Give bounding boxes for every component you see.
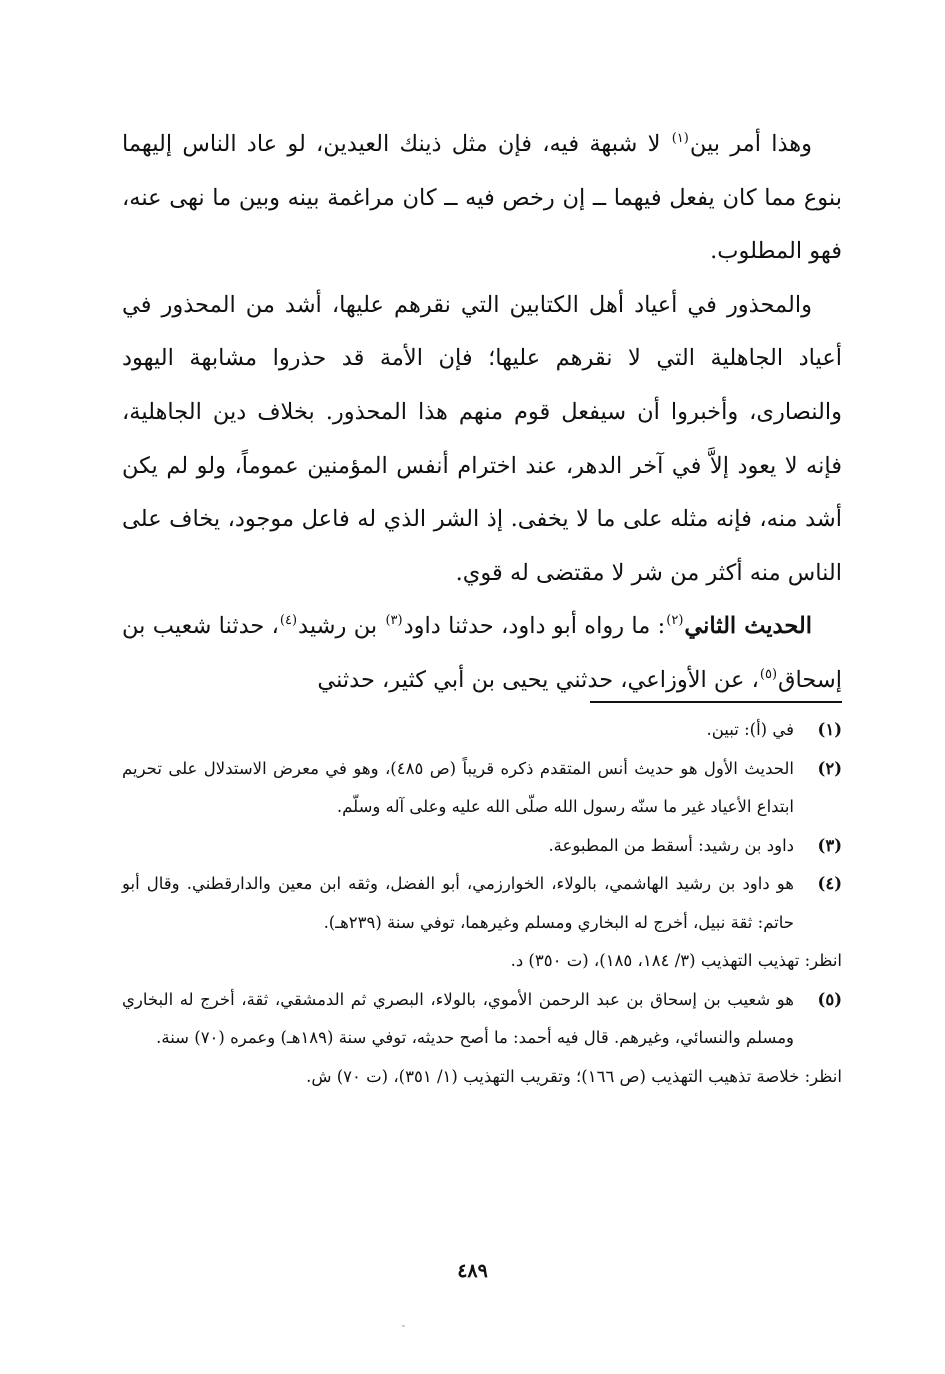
- footnote-number: (٢): [817, 758, 842, 778]
- page-number: ٤٨٩: [457, 1260, 488, 1282]
- hadith-heading: الحديث الثاني: [684, 613, 812, 640]
- footnote-1: [122, 711, 842, 750]
- footnote-reference-line: انظر: خلاصة تذهيب التهذيب (ص ١٦٦)؛ وتقريب التهذيب (١/ ٣٥١)، (ت ٧٠) ش.: [306, 1066, 842, 1086]
- paragraph-3-text-c: ، حدثنا شعيب بن إسحاق: [122, 613, 842, 693]
- footnote-body: [122, 865, 842, 981]
- main-text-block: [122, 118, 842, 708]
- footnote-ref-4[interactable]: (٤): [279, 613, 298, 629]
- footnote-4: [122, 865, 842, 981]
- paragraph-3-text-b: بن رشيد: [298, 613, 385, 640]
- paragraph-3-text-d: ، عن الأوزاعي، حدثني يحيى بن أبي كثير، حدثني: [317, 666, 759, 693]
- footnote-line: الحديث الأول هو حديث أنس المتقدم ذكره قريباً (ص ٤٨٥)، وهو في معرض الاستدلال على تحريم ابتداع الأعياد غير ما سنّه رسول الله صلّى الله عليه وعلى آله وسلّم.: [122, 758, 794, 816]
- paragraph-3: [122, 600, 842, 707]
- footnote-body: [122, 711, 794, 750]
- footnote-ref-2[interactable]: (٢): [666, 613, 684, 629]
- footnote-line: هو داود بن رشيد الهاشمي، بالولاء، الخوارزمي، أبو الفضل، وثقه ابن معين والدارقطني. وقال أبو حاتم: ثقة نبيل، أخرج له البخاري ومسلم وغيرهما، توفي سنة (٢٣٩هـ).: [122, 874, 794, 932]
- footnote-ref-1[interactable]: (١): [671, 131, 689, 146]
- paragraph-1-text-a: وهذا أمر بين: [689, 131, 812, 157]
- footnote-body: [122, 827, 794, 866]
- paragraph-1-text-b: لا شبهة فيه، فإن مثل ذينك العيدين، لو عاد الناس إليهما بنوع مما كان يفعل فيهما ــ إن رخص فيه ــ كان مراغمة بينه وبين ما نهى عنه، فهو المطلوب.: [122, 131, 842, 265]
- footnote-line: داود بن رشيد: أسقط من المطبوعة.: [548, 835, 794, 855]
- paragraph-3-text-a: : ما رواه أبو داود، حدثنا داود: [403, 613, 666, 640]
- footnote-number: (٤): [817, 874, 842, 893]
- footnote-body: [122, 750, 794, 827]
- footnote-ref-5[interactable]: (٥): [759, 666, 778, 682]
- paragraph-1: [122, 118, 842, 279]
- footnotes-section: [122, 711, 842, 1096]
- footnote-5: [122, 981, 842, 1097]
- footnote-3: [122, 827, 842, 866]
- footnote-line: هو شعيب بن إسحاق بن عبد الرحمن الأموي، بالولاء، البصري ثم الدمشقي، ثقة، أخرج له البخاري ومسلم والنسائي، وغيرهم. قال فيه أحمد: ما أصح حديثه، توفي سنة (١٨٩هـ) وعمره (٧٠) سنة.: [122, 989, 794, 1047]
- footnote-number: (٣): [817, 835, 842, 855]
- footnote-reference-line: انظر: تهذيب التهذيب (٣/ ١٨٤، ١٨٥)، (ت ٣٥٠) د.: [510, 951, 842, 970]
- footnote-number: (٥): [817, 989, 842, 1009]
- footnote-number: (١): [817, 720, 842, 739]
- footnote-separator: [590, 701, 842, 703]
- footnote-line: في (أ): تبين.: [706, 720, 794, 739]
- paragraph-2: [122, 279, 842, 601]
- scan-speck: [402, 1325, 405, 1327]
- footnote-body: [122, 981, 842, 1097]
- paragraph-2-text: والمحذور في أعياد أهل الكتابين التي نقرهم عليها، أشد من المحذور في أعياد الجاهلية التي لا نقرهم عليها؛ فإن الأمة قد حذروا مشابهة اليهود والنصارى، وأخبروا أن سيفعل قوم منهم هذا المحذور. بخلاف دين الجاهلية، فإنه لا يعود إلاَّ في آخر الدهر، عند اخترام أنفس المؤمنين عموماً، ولو لم يكن أشد منه، فإنه مثله على ما لا يخفى. إذ الشر الذي له فاعل موجود، يخاف على الناس منه أكثر من شر لا مقتضى له قوي.: [122, 291, 842, 586]
- footnote-ref-3[interactable]: (٣): [385, 613, 403, 629]
- footnote-2: [122, 750, 842, 827]
